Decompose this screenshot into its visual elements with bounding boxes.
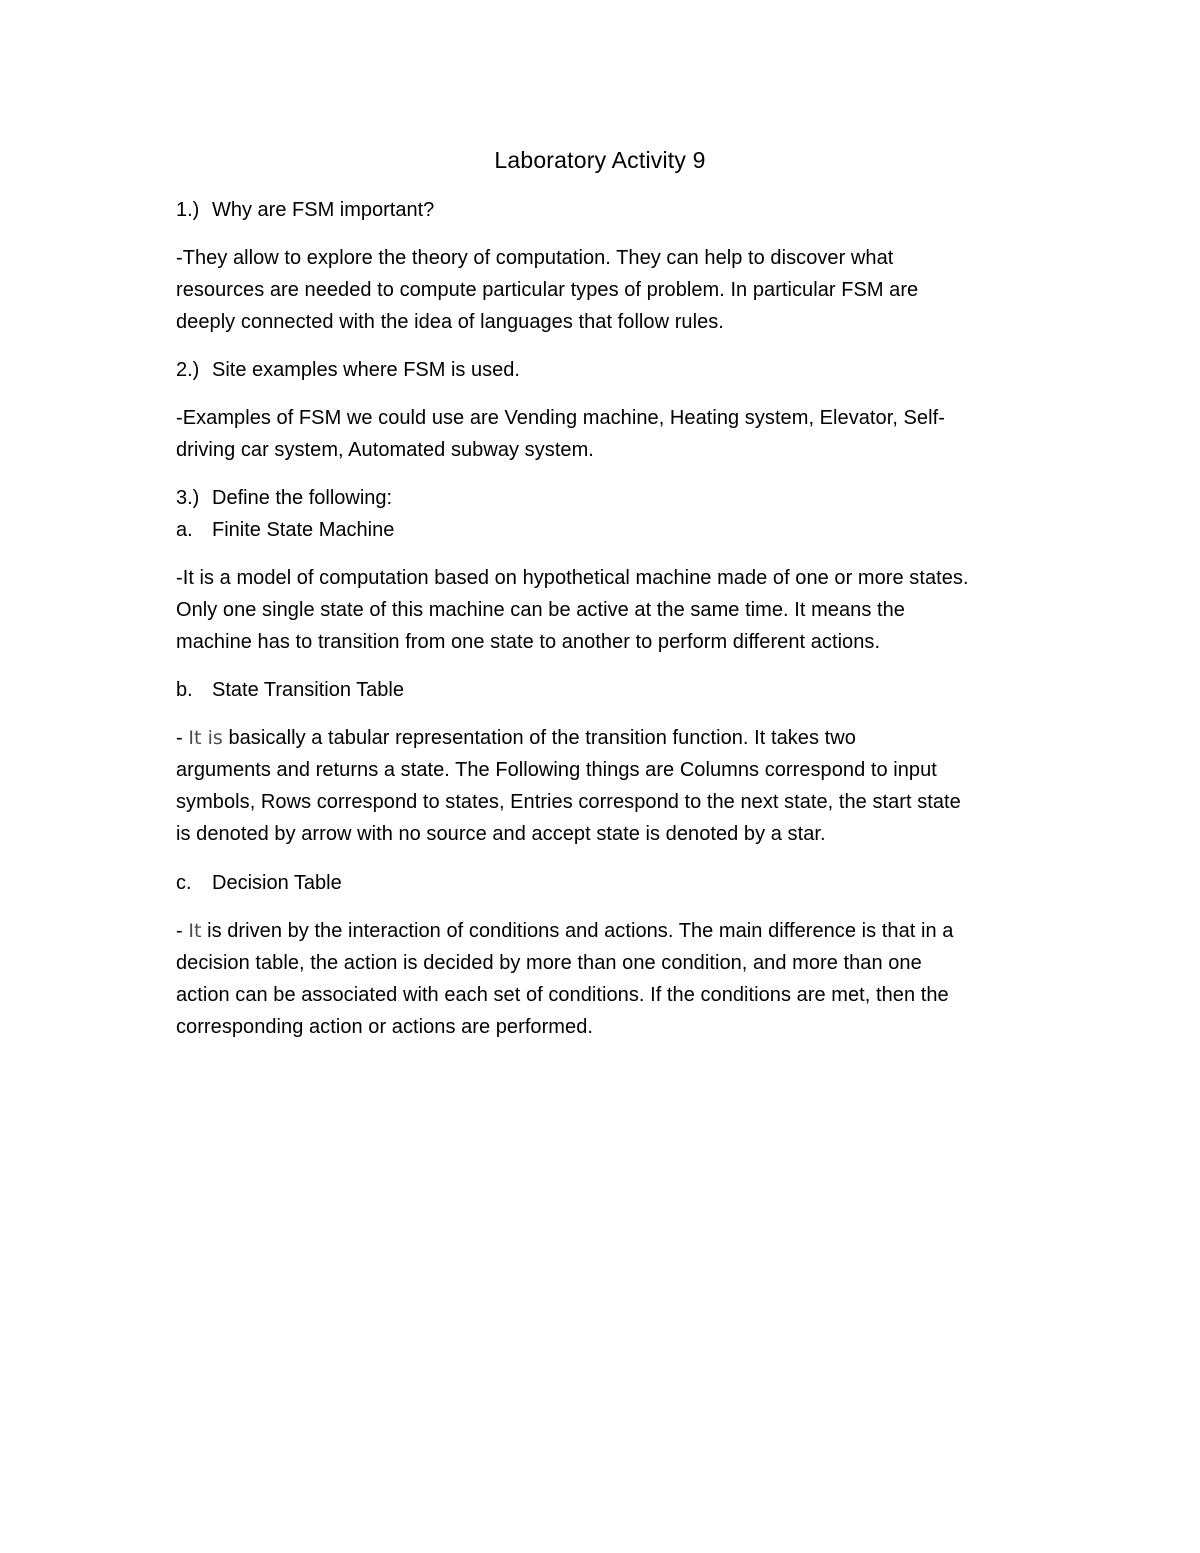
- answer-line: decision table, the action is decided by more than one condition, and more than one: [176, 952, 922, 974]
- answer-3b: [176, 722, 1066, 850]
- question-number: 3.): [176, 487, 200, 509]
- answer-1: [176, 242, 1066, 338]
- answer-gray-text: It: [188, 920, 202, 942]
- subitem-letter: b.: [176, 679, 193, 701]
- question-text: Why are FSM important?: [212, 199, 435, 221]
- question-3: [176, 482, 392, 514]
- question-2: [176, 354, 520, 386]
- answer-line: corresponding action or actions are performed.: [176, 1016, 593, 1038]
- question-text: Define the following:: [212, 487, 393, 509]
- answer-line: deeply connected with the idea of languages that follow rules.: [176, 311, 724, 333]
- answer-text: is driven by the interaction of conditions and actions. The main difference is that in a: [201, 920, 954, 942]
- answer-line: is denoted by arrow with no source and accept state is denoted by a star.: [176, 823, 826, 845]
- answer-prefix: -: [176, 727, 189, 749]
- subitem-letter: a.: [176, 519, 193, 541]
- answer-3a: [176, 562, 1066, 658]
- subitem-label: Finite State Machine: [212, 519, 395, 541]
- subitem-letter: c.: [176, 872, 192, 894]
- answer-2: [176, 402, 1066, 466]
- subitem-label: State Transition Table: [212, 679, 404, 701]
- answer-text: basically a tabular representation of the transition function. It takes two: [222, 727, 856, 749]
- question-1: [176, 194, 434, 226]
- answer-line: machine has to transition from one state to another to perform different actions.: [176, 631, 881, 653]
- question-number: 2.): [176, 359, 200, 381]
- subitem-c: [176, 867, 342, 899]
- answer-line: -They allow to explore the theory of computation. They can help to discover what: [176, 247, 894, 269]
- answer-3c: [176, 915, 1066, 1043]
- page-title: Laboratory Activity 9: [494, 147, 706, 173]
- answer-prefix: -: [176, 920, 189, 942]
- subitem-b: [176, 674, 404, 706]
- answer-line: [176, 915, 1066, 947]
- answer-line: driving car system, Automated subway system.: [176, 439, 594, 461]
- answer-line: -It is a model of computation based on hypothetical machine made of one or more states.: [176, 567, 969, 589]
- answer-line: Only one single state of this machine can be active at the same time. It means the: [176, 599, 905, 621]
- answer-gray-text: It is: [188, 727, 223, 749]
- question-number: 1.): [176, 199, 200, 221]
- answer-line: resources are needed to compute particular types of problem. In particular FSM are: [176, 279, 919, 301]
- answer-line: -Examples of FSM we could use are Vending machine, Heating system, Elevator, Self-: [176, 407, 945, 429]
- answer-line: action can be associated with each set of conditions. If the conditions are met, then the: [176, 984, 949, 1006]
- answer-line: arguments and returns a state. The Following things are Columns correspond to input: [176, 759, 937, 781]
- subitem-a: [176, 514, 394, 546]
- answer-line: symbols, Rows correspond to states, Entries correspond to the next state, the start state: [176, 791, 961, 813]
- subitem-label: Decision Table: [212, 872, 342, 894]
- answer-line: [176, 722, 1066, 754]
- question-text: Site examples where FSM is used.: [212, 359, 520, 381]
